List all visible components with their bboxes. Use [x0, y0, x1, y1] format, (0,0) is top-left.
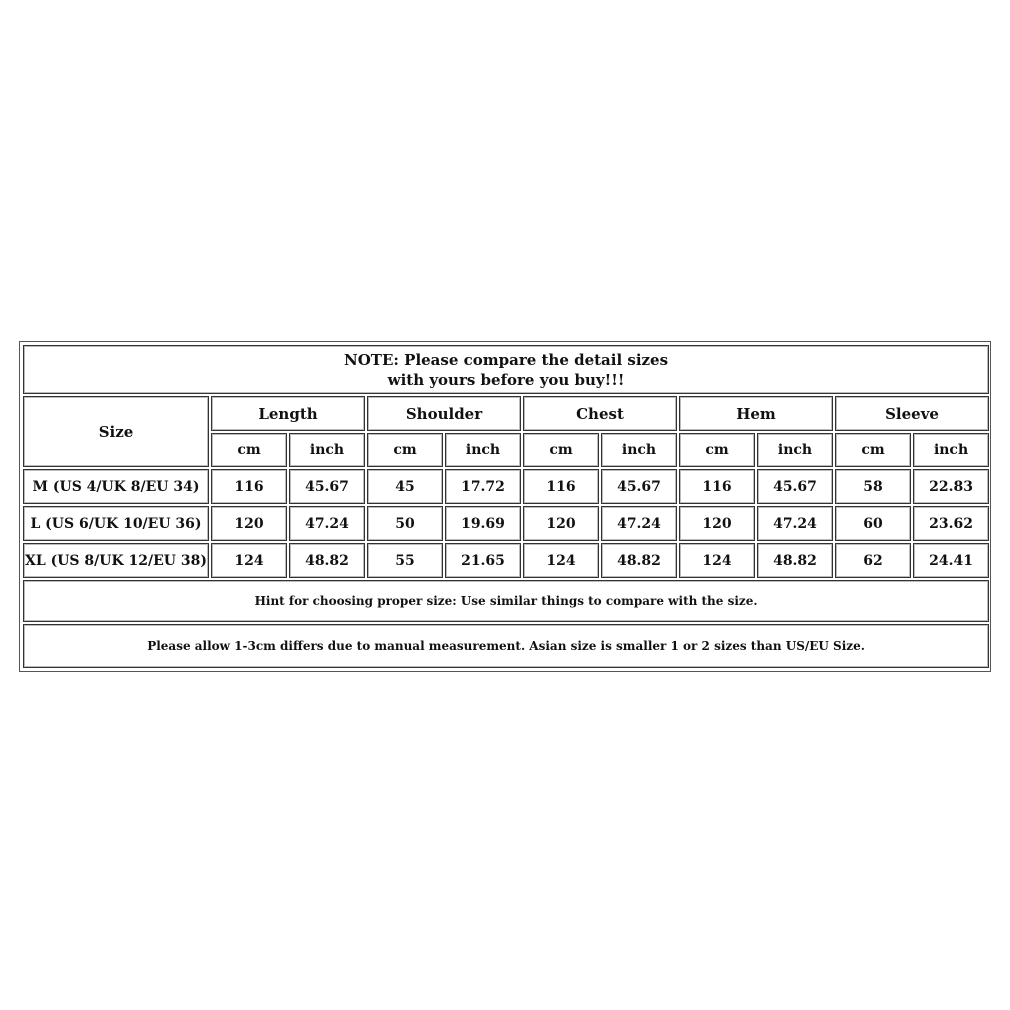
table-cell: 120 [679, 506, 755, 541]
table-cell: 45 [367, 469, 443, 504]
table-cell: 58 [835, 469, 911, 504]
table-cell: 55 [367, 543, 443, 578]
allowance-row [23, 624, 989, 668]
table-row [23, 543, 989, 578]
table-cell: 48.82 [757, 543, 833, 578]
table-cell: 48.82 [289, 543, 365, 578]
unit-header: inch [289, 433, 365, 467]
chest-header: Chest [523, 396, 677, 431]
table-cell: 120 [523, 506, 599, 541]
table-cell: 124 [211, 543, 287, 578]
length-header: Length [211, 396, 365, 431]
table-cell: 50 [367, 506, 443, 541]
unit-header: inch [445, 433, 521, 467]
size-column-header: Size [23, 396, 209, 467]
table-cell: 22.83 [913, 469, 989, 504]
table-cell: 116 [211, 469, 287, 504]
group-header-row [23, 396, 989, 431]
sleeve-header: Sleeve [835, 396, 989, 431]
table-cell: 19.69 [445, 506, 521, 541]
note-row [23, 345, 989, 394]
table-cell: 116 [679, 469, 755, 504]
shoulder-header: Shoulder [367, 396, 521, 431]
table-cell: 120 [211, 506, 287, 541]
allowance-text: Please allow 1-3cm differs due to manual measurement. Asian size is smaller 1 or 2 sizes than US/EU Size. [23, 624, 989, 668]
table-row [23, 506, 989, 541]
unit-header: inch [601, 433, 677, 467]
size-label: XL (US 8/UK 12/EU 38) [23, 543, 209, 578]
note-line-1: NOTE: Please compare the detail sizes [344, 350, 669, 369]
unit-header: cm [523, 433, 599, 467]
unit-header: inch [913, 433, 989, 467]
hint-text: Hint for choosing proper size: Use similar things to compare with the size. [23, 580, 989, 622]
size-label: L (US 6/UK 10/EU 36) [23, 506, 209, 541]
unit-header: cm [367, 433, 443, 467]
hint-row [23, 580, 989, 622]
unit-header: cm [835, 433, 911, 467]
table-cell: 47.24 [289, 506, 365, 541]
unit-header: cm [679, 433, 755, 467]
hem-header: Hem [679, 396, 833, 431]
table-cell: 45.67 [757, 469, 833, 504]
size-label: M (US 4/UK 8/EU 34) [23, 469, 209, 504]
table-cell: 48.82 [601, 543, 677, 578]
table-row [23, 469, 989, 504]
note-text [23, 345, 989, 394]
table-cell: 124 [679, 543, 755, 578]
table-cell: 45.67 [289, 469, 365, 504]
size-chart-table [21, 343, 991, 670]
table-cell: 60 [835, 506, 911, 541]
table-cell: 17.72 [445, 469, 521, 504]
table-cell: 47.24 [757, 506, 833, 541]
note-line-2: with yours before you buy!!! [387, 370, 625, 389]
table-cell: 23.62 [913, 506, 989, 541]
table-cell: 24.41 [913, 543, 989, 578]
unit-header: cm [211, 433, 287, 467]
unit-header: inch [757, 433, 833, 467]
table-cell: 62 [835, 543, 911, 578]
table-cell: 47.24 [601, 506, 677, 541]
table-cell: 45.67 [601, 469, 677, 504]
table-cell: 116 [523, 469, 599, 504]
table-cell: 21.65 [445, 543, 521, 578]
size-chart [19, 341, 991, 672]
table-cell: 124 [523, 543, 599, 578]
